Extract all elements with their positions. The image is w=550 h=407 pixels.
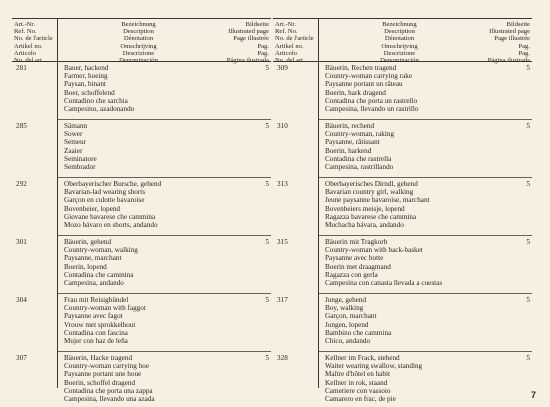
article-number: 310: [277, 122, 288, 130]
page-ref: 5: [526, 180, 530, 188]
list-item: 315 5 Bäuerin mit Tragkorb Country-woman with back-basket Paysanne avec hotte Boerin met draagmand Ragazza con gerla Campesina con canasta llevada a cuestas: [319, 235, 532, 293]
page-ref: 5: [265, 180, 269, 188]
list-item: 317 5 Junge, gehend Boy, walking Garçon, marchant Jongen, lopend Bambino che cammina Chico, andando: [319, 293, 532, 351]
article-number: 301: [16, 238, 27, 246]
list-item: 301 5 Bäuerin, gehend Country-woman, walking Paysanne, marchant Boerin, lopend Contadina che cammina Campesina, andando: [58, 235, 271, 293]
article-number: 315: [277, 238, 288, 246]
right-column: [273, 18, 532, 404]
page-ref: 5: [526, 354, 530, 362]
page-ref: 5: [265, 296, 269, 304]
article-number: 313: [277, 180, 288, 188]
list-item: 292 5 Oberbayerischer Bursche, gehend Bavarian-lad wearing shorts Garçon en culotte bavaroise Bovenbeier, lopend Giovane bavarese che cammina Mozo bávaro en shorts, andando: [58, 177, 271, 235]
page-ref: 5: [265, 122, 269, 130]
header-description: Bezeichnung Description Dénotation Omschrijving Descrizione Denominación: [380, 21, 419, 65]
header-description: Bezeichnung Description Dénotation Omschrijving Descrizione Denominación: [119, 21, 158, 65]
page-ref: 5: [526, 296, 530, 304]
page-ref: 5: [265, 354, 269, 362]
page-number: 7: [530, 390, 536, 400]
article-number: 304: [16, 296, 27, 304]
article-number: 328: [277, 354, 288, 362]
article-number: 285: [16, 122, 27, 130]
article-number: 292: [16, 180, 27, 188]
left-column: [12, 18, 271, 404]
list-item: 304 5 Frau mit Reisigbündel Country-woman with faggot Paysanne avec fagot Vrouw met sprokkelhout Contadina con fascina Mujer con haz de leña: [58, 293, 271, 351]
list-item: 310 5 Bäuerin, rechend Country-woman, raking Paysanne, râtissant Boerin, harkend Contadina che rastrella Campesina, rastrillando: [319, 119, 532, 177]
page-ref: 5: [526, 238, 530, 246]
header-illustrated-page: Bildseite Illustrated page Page illustrée Pag. Pag. Página ilustrada: [487, 21, 530, 65]
page-ref: 5: [265, 64, 269, 72]
list-item: 281 5 Bauer, hackend Farmer, hoeing Paysan, binant Boer, schoffelend Contadino che sarchia Campesino, azadonando: [16, 64, 269, 114]
article-number: 307: [16, 354, 27, 362]
header-article-number: Art.-Nr. Ref. No. No. de l'article Artikel no. Articolo No. del art.: [14, 21, 53, 65]
page-ref: 5: [526, 64, 530, 72]
header-illustrated-page: Bildseite Illustrated page Page illustrée Pag. Pag. Página ilustrada: [226, 21, 269, 65]
article-number: 281: [16, 64, 27, 72]
list-item: 309 5 Bäuerin, Rechen tragend Country-woman carrying rake Paysanne portant un râteau Boerin, hark dragend Contadina che porta un rastrello Campesina, llevando un rastrillo: [277, 64, 530, 114]
header-article-number: Art.-Nr. Ref. No. No. de l'article Artikel no. Articolo No. del art.: [275, 21, 314, 65]
column-header: [12, 18, 271, 65]
entry-list: [16, 62, 271, 404]
list-item: 307 5 Bäuerin, Hacke tragend Country-woman carrying hoe Paysanne portant une houe Boerin, schoffel dragend Contadina che porta una zappa Campesina, llevando una azada: [58, 351, 271, 407]
article-number: 317: [277, 296, 288, 304]
list-item: 285 5 Sämann Sower Semeur Zaaier Seminatore Sembrador: [58, 119, 271, 177]
page-ref: 5: [526, 122, 530, 130]
list-item: 328 5 Kellner im Frack, stehend Waiter wearing swallow, standing Maître d'hôtel en habit Kellner in rok, staand Cameriere con vassoio Camarero en frac, de pie: [319, 351, 532, 407]
list-item: 313 5 Oberbayerisches Dirndl, gehend Bavarian country girl, walking Jeune paysanne bavaroise, marchant Bovenbeiers meisje, lopend Ragazza bavarese che cammina Muchacha bávara, andando: [319, 177, 532, 235]
page-ref: 5: [265, 238, 269, 246]
article-number: 309: [277, 64, 288, 72]
entry-list: [277, 62, 532, 404]
column-header: [273, 18, 532, 65]
